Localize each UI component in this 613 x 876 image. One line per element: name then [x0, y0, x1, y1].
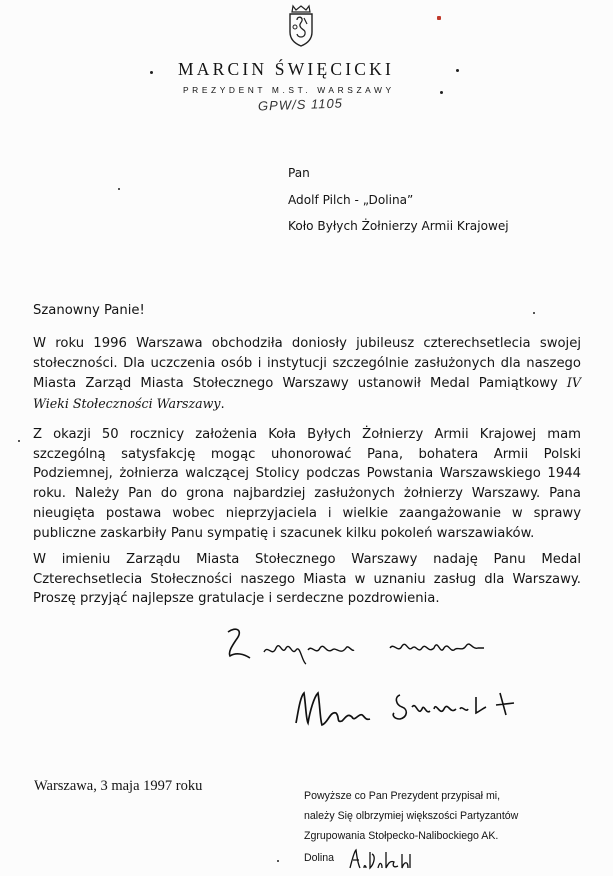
annotation-note	[304, 786, 518, 846]
place-and-date: Warszawa, 3 maja 1997 roku	[34, 778, 203, 794]
decorative-dot	[118, 188, 120, 190]
paragraph-3-text: W imieniu Zarządu Miasta Stołecznego Warszawy nadaję Panu Medal Czterechsetlecia Stołeczności naszego Miasta w uznaniu zasług dla Warszawy. Proszę przyjąć najlepsze gratulacje i serdeczne pozdrowienia.	[33, 552, 581, 607]
annotation-line-3: Zgrupowania Stołpecko-Nalibockiego AK.	[304, 830, 499, 842]
mayor-signature	[290, 683, 535, 733]
paragraph-1-end: .	[220, 397, 225, 413]
greeting: Szanowny Panie!	[33, 303, 145, 318]
annotation-line-2: należy Się olbrzymiej większości Partyzantów	[304, 810, 519, 822]
annotation-sign-label: Dolina	[304, 852, 335, 864]
decorative-dot	[18, 440, 20, 442]
decorative-dot	[440, 91, 443, 94]
handwritten-closing	[222, 622, 492, 670]
letterhead-role: PREZYDENT M.ST. WARSZAWY	[183, 85, 395, 95]
recipient-salutation: Pan	[288, 166, 310, 180]
paragraph-2	[33, 425, 581, 543]
pilch-signature	[348, 846, 418, 872]
recipient-organization: Koło Byłych Żołnierzy Armii Krajowej	[288, 219, 509, 233]
warsaw-coat-of-arms-icon	[284, 4, 318, 48]
decorative-dot	[150, 71, 153, 74]
medal-name: IV Wieki Stołeczności Warszawy	[33, 375, 581, 412]
paragraph-2-text: Z okazji 50 rocznicy założenia Koła Byłych Żołnierzy Armii Krajowej mam szczególną satysfakcję mogąc uhonorować Pana, bohatera Armii Polski Podziemnej, żołnierza walczącej Stolicy podczas Powstania Warszawskiego 1944 roku. Należy Pan do grona najbardziej zasłużonych żołnierzy Warszawy. Pana nieugięta postawa wobec nieprzyjaciela i wielkie zaangażowanie w sprawy publiczne zaskarbiły Panu sympatię i szacunek kilku pokoleń warszawiaków.	[33, 427, 581, 541]
red-mark	[437, 16, 441, 20]
paragraph-1-text: W roku 1996 Warszawa obchodziła doniosły jubileusz czterechsetlecia swojej stołeczności. Dla uczczenia osób i instytucji szczególnie zasłużonych dla naszego Miasta Zarząd Miasta Stołecznego Warszawy ustanowił Medal Pamiątkowy	[33, 336, 581, 392]
decorative-dot	[456, 69, 459, 72]
recipient-name: Adolf Pilch - „Dolina”	[288, 193, 414, 207]
annotation-line-1: Powyższe co Pan Prezydent przypisał mi,	[304, 790, 501, 802]
paragraph-1	[33, 334, 581, 415]
decorative-dot	[277, 860, 279, 862]
letterhead-name: MARCIN ŚWIĘCICKI	[178, 59, 394, 79]
decorative-dot	[533, 312, 535, 314]
paragraph-3	[33, 550, 581, 609]
reference-number: GPW/S 1105	[257, 95, 344, 114]
